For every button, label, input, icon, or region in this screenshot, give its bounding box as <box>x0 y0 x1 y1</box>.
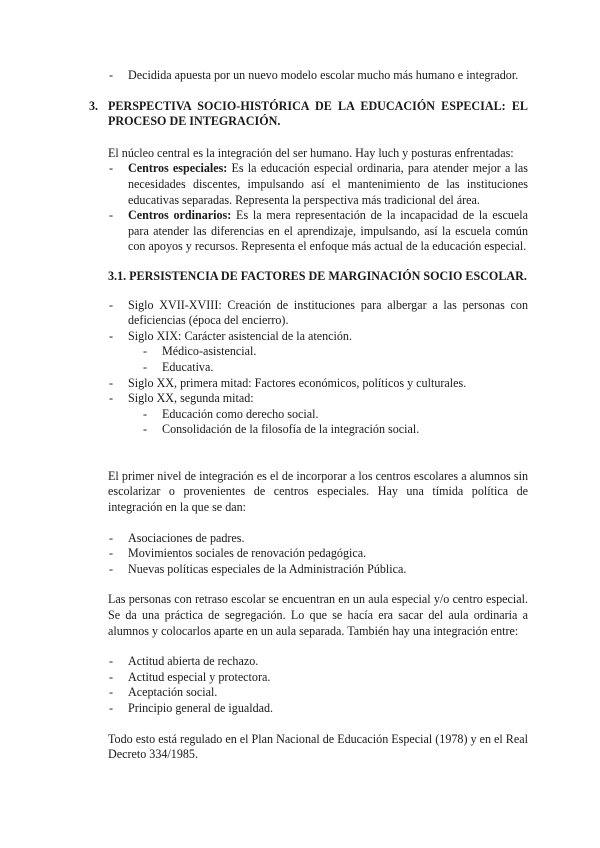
closing-paragraph: Todo esto está regulado en el Plan Nacional de Educación Especial (1978) y en el Real Decreto 334/1985. <box>108 731 528 762</box>
list-item: - Siglo XX, primera mitad: Factores económicos, políticos y culturales. <box>109 375 467 390</box>
sub-item: - Consolidación de la filosofía de la integración social. <box>143 422 420 437</box>
list-item: - Nuevas políticas especiales de la Administración Pública. <box>109 561 407 576</box>
section-3-intro: El núcleo central es la integración del ser humano. Hay luch y posturas enfrentadas: <box>108 145 514 160</box>
sub-list <box>108 407 528 438</box>
history-list-cont <box>108 376 528 407</box>
list-item: - Siglo XVII-XVIII: Creación de instituciones para albergar a las personas con deficiencias (época del encierro). <box>109 297 528 328</box>
section-3-title: PERSPECTIVA SOCIO-HISTÓRICA DE LA EDUCACIÓN ESPECIAL: EL PROCESO DE INTEGRACIÓN. <box>108 98 528 129</box>
list-item: - Centros especiales: Es la educación especial ordinaria, para atender mejor a las necesidades discentes, impulsando así el mantenimiento de las instituciones educativas separadas. Representa la perspectiva más tradicional del área. <box>109 161 528 207</box>
list-item: - Aceptación social. <box>109 685 218 700</box>
paragraph-1: El primer nivel de integración es el de incorporar a los centros escolares a alumnos sin escolarizar o provenientes de centros especiales. Hay una tímida política de integración en la que se dan: <box>108 468 528 515</box>
list-item: - Centros ordinarios: Es la mera representación de la incapacidad de la escuela para atender las diferencias en el aprendizaje, impulsando, así la escuela común con apoyos y recursos. Representa el enfoque más actual de la educación especial. <box>109 208 528 254</box>
list-item: - Siglo XIX: Carácter asistencial de la atención. <box>109 328 352 343</box>
list-item: - Siglo XX, segunda mitad: <box>109 391 254 406</box>
section-3-heading: 3. PERSPECTIVA SOCIO-HISTÓRICA DE LA EDUCACIÓN ESPECIAL: EL PROCESO DE INTEGRACIÓN. <box>89 98 528 129</box>
list-item: - Movimientos sociales de renovación pedagógica. <box>109 546 367 561</box>
centros-list <box>108 161 528 255</box>
term: Centros ordinarios: <box>128 208 232 223</box>
paragraph-2: Las personas con retraso escolar se encuentran en un aula especial y/o centro especial. Se da una práctica de segregación. Lo que se hacía era sacar del aula ordinaria a alumnos y colocarlos aparte en un aula separada. También hay una integración entre: <box>108 592 528 638</box>
list-item: - Actitud abierta de rechazo. <box>109 654 259 669</box>
term: Centros especiales: <box>128 161 228 176</box>
history-list <box>108 298 528 345</box>
sub-list <box>108 344 528 375</box>
list-1 <box>108 531 528 578</box>
section-3-1-heading: 3.1. PERSISTENCIA DE FACTORES DE MARGINACIÓN SOCIO ESCOLAR. <box>108 268 527 283</box>
intro-list <box>108 68 528 84</box>
sub-item: - Médico-asistencial. <box>143 344 257 359</box>
list-item: - Principio general de igualdad. <box>109 701 274 715</box>
sub-item: - Educativa. <box>143 359 214 374</box>
list-2 <box>108 654 528 716</box>
sub-item: - Educación como derecho social. <box>143 406 319 421</box>
list-item: - Actitud especial y protectora. <box>109 669 271 684</box>
list-item: - Asociaciones de padres. <box>109 530 245 545</box>
list-item: - Decidida apuesta por un nuevo modelo escolar mucho más humano e integrador. <box>109 68 519 82</box>
